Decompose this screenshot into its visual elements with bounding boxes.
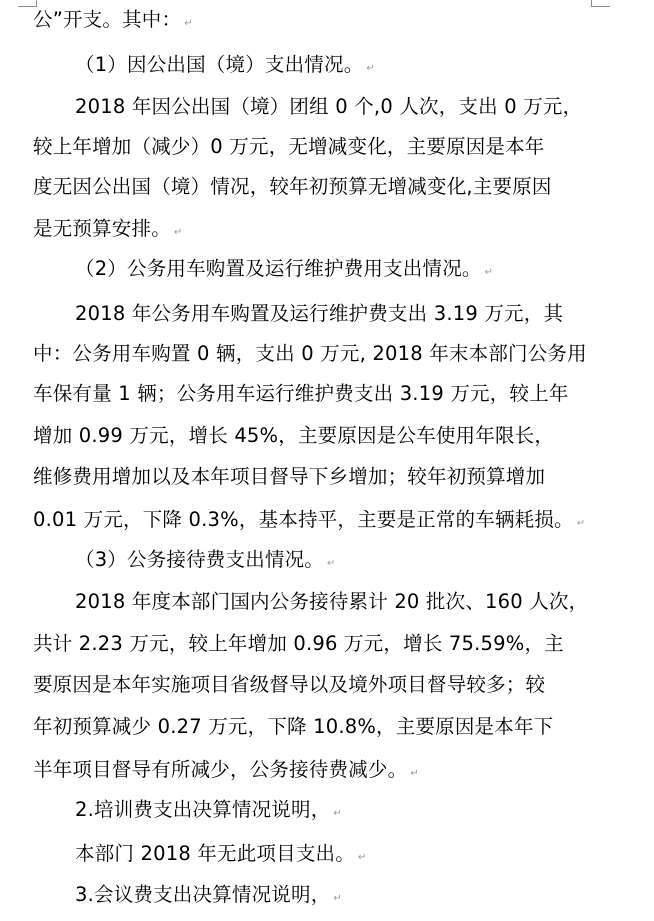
text-line bbox=[33, 715, 553, 739]
text-line-content: 0.01 万元，下降 0.3%，基本持平，主要是正常的车辆耗损。 bbox=[33, 508, 574, 531]
text-line bbox=[33, 758, 419, 786]
text-line bbox=[33, 342, 587, 366]
text-line-content: 车保有量 1 辆；公务用车运行维护费支出 3.19 万元，较上年 bbox=[33, 382, 569, 405]
text-line-content: 增加 0.99 万元，增长 45%，主要原因是公车使用年限长， bbox=[33, 424, 555, 447]
text-line bbox=[33, 508, 585, 536]
text-line bbox=[33, 673, 545, 697]
text-line bbox=[33, 382, 569, 406]
text-line-content: 是无预算安排。 bbox=[33, 217, 171, 240]
text-line-content: 年初预算减少 0.27 万元，下降 10.8%，主要原因是本年下 bbox=[33, 715, 554, 738]
text-line bbox=[33, 8, 193, 36]
text-line bbox=[33, 424, 554, 448]
paragraph-mark-icon: ↵ bbox=[184, 18, 193, 29]
text-line-content: （2）公务用车购置及运行维护费用支出情况。 bbox=[75, 257, 482, 280]
text-line bbox=[33, 632, 564, 656]
text-line bbox=[75, 590, 588, 614]
paragraph-mark-icon: ↵ bbox=[333, 808, 342, 819]
text-line-content: 公”开支。其中： bbox=[33, 8, 182, 31]
text-line-content: （3）公务接待费支出情况。 bbox=[75, 548, 325, 571]
text-line-content: 度无因公出国（境）情况，较年初预算无增减变化,主要原因 bbox=[33, 175, 552, 198]
text-line bbox=[75, 302, 563, 326]
text-line-content: 本部门 2018 年无此项目支出。 bbox=[75, 842, 355, 865]
text-line bbox=[75, 53, 375, 81]
text-line-content: 较上年增加（减少）0 万元，无增减变化，主要原因是本年 bbox=[33, 135, 545, 158]
paragraph-mark-icon: ↵ bbox=[484, 267, 494, 278]
paragraph-mark-icon: ↵ bbox=[410, 768, 419, 779]
paragraph-mark-icon: ↵ bbox=[576, 518, 586, 529]
text-line-content: 2018 年公务用车购置及运行维护费支出 3.19 万元，其 bbox=[75, 302, 564, 325]
paragraph-mark-icon: ↵ bbox=[333, 893, 342, 904]
paragraph-mark-icon: ↵ bbox=[327, 558, 336, 569]
text-line bbox=[75, 798, 342, 826]
text-line-content: 2018 年度本部门国内公务接待累计 20 批次、160 人次， bbox=[75, 590, 589, 613]
text-line bbox=[75, 842, 367, 870]
text-line-content: 2018 年因公出国（境）团组 0 个,0 人次，支出 0 万元， bbox=[75, 95, 583, 118]
text-line bbox=[75, 548, 336, 576]
margin-corner-mark-right bbox=[591, 0, 610, 7]
text-line-content: 半年项目督导有所减少，公务接待费减少。 bbox=[33, 758, 408, 781]
text-line bbox=[75, 257, 493, 285]
text-line bbox=[33, 175, 552, 199]
text-line-content: 3.会议费支出决算情况说明， bbox=[75, 883, 331, 906]
text-line-content: 中：公务用车购置 0 辆，支出 0 万元, 2018 年末本部门公务用 bbox=[33, 342, 587, 365]
text-line-content: 共计 2.23 万元，较上年增加 0.96 万元，增长 75.59%，主 bbox=[33, 632, 564, 655]
text-line bbox=[33, 465, 545, 489]
margin-corner-mark-left bbox=[18, 0, 37, 7]
text-line bbox=[33, 217, 183, 245]
text-line-content: 维修费用增加以及本年项目督导下乡增加；较年初预算增加 bbox=[33, 465, 546, 488]
text-line bbox=[75, 883, 342, 911]
text-line bbox=[33, 135, 545, 159]
text-line-content: 要原因是本年实施项目省级督导以及境外项目督导较多；较 bbox=[33, 673, 546, 696]
text-line-content: （1）因公出国（境）支出情况。 bbox=[75, 53, 364, 76]
text-line-content: 2.培训费支出决算情况说明， bbox=[75, 798, 331, 821]
text-line bbox=[75, 95, 582, 119]
paragraph-mark-icon: ↵ bbox=[357, 852, 367, 863]
paragraph-mark-icon: ↵ bbox=[366, 63, 376, 74]
paragraph-mark-icon: ↵ bbox=[173, 227, 183, 238]
